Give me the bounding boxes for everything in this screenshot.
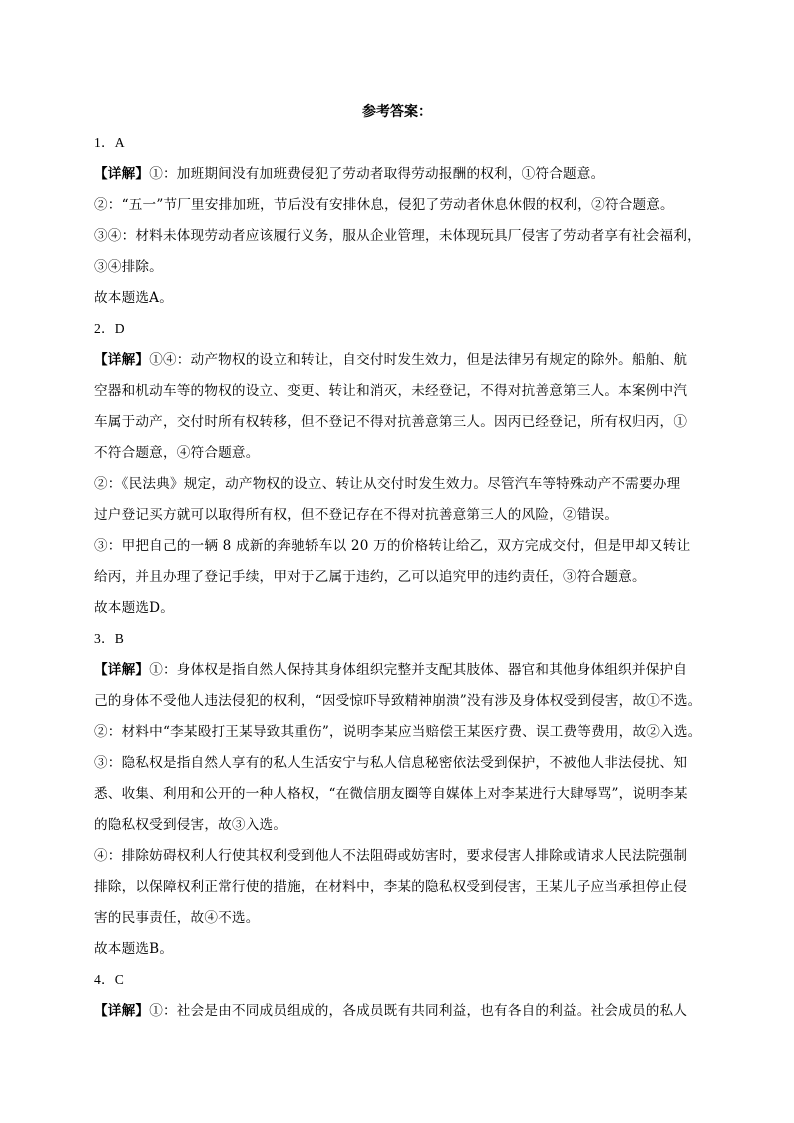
answer-line: 【详解】①：社会是由不同成员组成的，各成员既有共同利益，也有各自的利益。社会成员的私人	[94, 1003, 688, 1019]
answer-line: ②：材料中“李某殴打王某导致其重伤”，说明李某应当赔偿王某医疗费、误工费等费用，故②入选。	[94, 724, 702, 740]
answer-line: 车属于动产，交付时所有权转移，但不登记不得对抗善意第三人。因丙已经登记，所有权归丙，①	[94, 414, 688, 430]
answer-line: 的隐私权受到侵害，故③入选。	[94, 817, 288, 833]
answer-line: ②：《民法典》规定，动产物权的设立、转让从交付时发生效力。尽管汽车等特殊动产不需要办理	[94, 476, 681, 492]
answer-conclusion: 故本题选A。	[94, 290, 173, 306]
answer-line: ②：“五一”节厂里安排加班，节后没有安排休息，侵犯了劳动者休息休假的权利，②符合题意。	[94, 197, 674, 213]
question-number: 3．B	[94, 631, 125, 646]
detail-tag: 【详解】	[94, 352, 150, 368]
detail-tag: 【详解】	[94, 166, 150, 182]
answer-line: 【详解】①：加班期间没有加班费侵犯了劳动者取得劳动报酬的权利，①符合题意。	[94, 166, 605, 182]
answer-line: 己的身体不受他人违法侵犯的权利，“因受惊吓导致精神崩溃”没有涉及身体权受到侵害，故①不选。	[94, 693, 702, 709]
answer-line: 给丙，并且办理了登记手续，甲对于乙属于违约，乙可以追究甲的违约责任，③符合题意。	[94, 569, 646, 585]
detail-tag: 【详解】	[94, 1003, 150, 1019]
question-number: 4．C	[94, 972, 125, 987]
question-number: 2．D	[94, 321, 125, 336]
answer-line: ③：甲把自己的一辆 8 成新的奔驰轿车以 20 万的价格转让给乙，双方完成交付，但是甲却又转让	[94, 538, 691, 554]
answer-line: 过户登记买方就可以取得所有权，但不登记存在不得对抗善意第三人的风险，②错误。	[94, 507, 619, 523]
answer-line: ③④排除。	[94, 259, 163, 275]
answer-line: 悉、收集、利用和公开的一种人格权，“在微信朋友圈等自媒体上对李某进行大肆辱骂”，说明李某	[94, 786, 688, 802]
answer-conclusion: 故本题选B。	[94, 941, 174, 957]
answer-line: ③：隐私权是指自然人享有的私人生活安宁与私人信息秘密依法受到保护，不被他人非法侵扰、知	[94, 755, 688, 771]
answer-line: 【详解】①④：动产物权的设立和转让，自交付时发生效力，但是法律另有规定的除外。船舶、航	[94, 352, 688, 368]
answer-line: 害的民事责任，故④不选。	[94, 910, 260, 926]
answer-line: ③④：材料未体现劳动者应该履行义务，服从企业管理，未体现玩具厂侵害了劳动者享有社会福利，	[94, 228, 701, 244]
answer-line: 不符合题意，④符合题意。	[94, 445, 260, 461]
answer-line: 排除，以保障权利正常行使的措施，在材料中，李某的隐私权受到侵害，王某儿子应当承担停止侵	[94, 879, 688, 895]
page-title: 参考答案：	[362, 104, 432, 120]
question-number: 1．A	[94, 135, 125, 150]
answer-line: 【详解】①：身体权是指自然人保持其身体组织完整并支配其肢体、器官和其他身体组织并保护自	[94, 662, 688, 678]
detail-tag: 【详解】	[94, 662, 150, 678]
answer-line: 空器和机动车等的物权的设立、变更、转让和消灭，未经登记，不得对抗善意第三人。本案例中汽	[94, 383, 688, 399]
answer-conclusion: 故本题选D。	[94, 600, 175, 616]
answer-line: ④：排除妨碍权利人行使其权利受到他人不法阻碍或妨害时，要求侵害人排除或请求人民法院强制	[94, 848, 688, 864]
